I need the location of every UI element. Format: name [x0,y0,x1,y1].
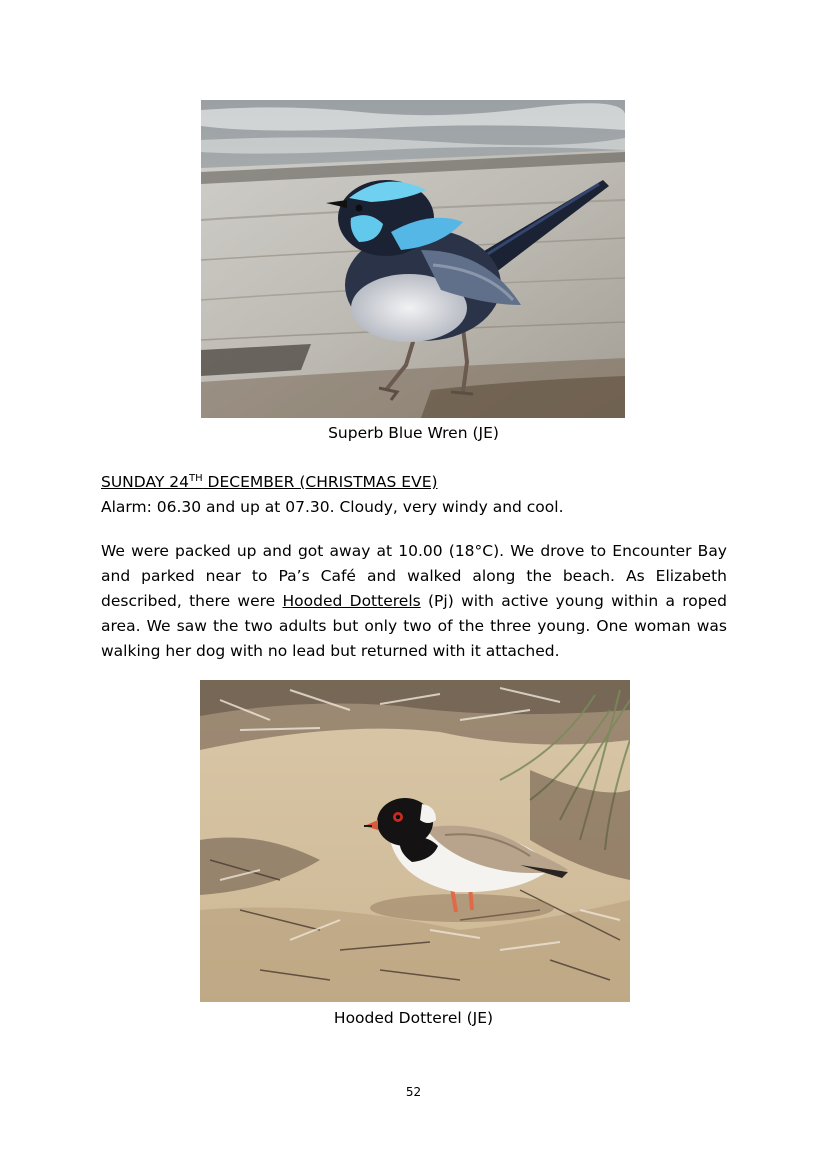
dotterel-photo [200,680,630,1002]
heading-ordinal: TH [188,473,203,484]
species-link-hooded-dotterels: Hooded Dotterels [282,592,421,610]
heading-date: DECEMBER (CHRISTMAS EVE) [202,473,438,491]
paragraph-text-1: We were packed up and got away at 10.00 (18°C). We drove to Encounter Bay and parked near to Pa’s Café and walked along the beach. As Elizabeth described, there were [101,542,727,610]
entry-paragraph [101,539,727,664]
alarm-line: Alarm: 06.30 and up at 07.30. Cloudy, very windy and cool. [101,498,564,516]
entry-heading [101,472,438,492]
paragraph-text-2: (Pj) with active young within a roped area. We saw the two adults but only two of the three young. One woman was walking her dog with no lead but returned with it attached. [101,592,727,660]
wren-photo [201,100,625,418]
dotterel-caption: Hooded Dotterel (JE) [333,1009,494,1027]
heading-day: SUNDAY 24 [101,473,189,491]
wren-caption: Superb Blue Wren (JE) [328,424,499,442]
page-number: 52 [405,1085,422,1099]
